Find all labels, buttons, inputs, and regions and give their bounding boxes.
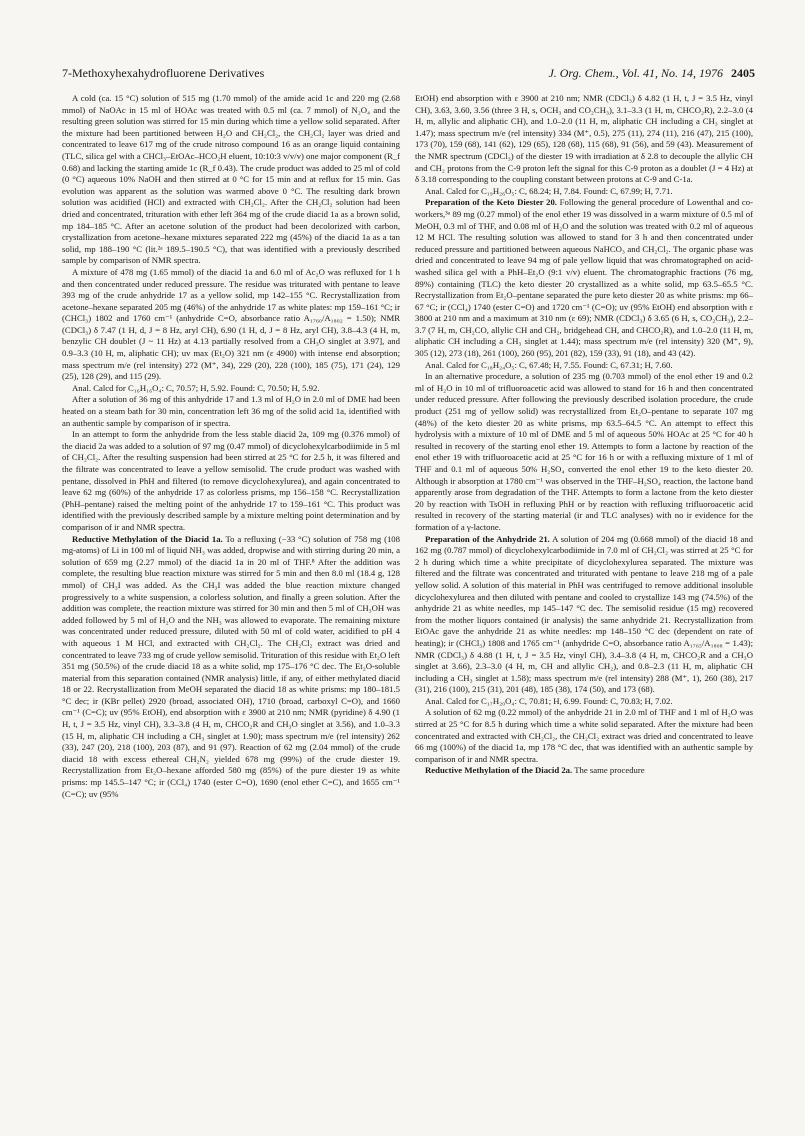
paragraph bbox=[62, 383, 400, 395]
paragraph bbox=[62, 394, 400, 429]
paragraph-text: EtOH) end absorption with ε 3900 at 210 nm; NMR (CDCl₃) δ 4.82 (1 H, t, J = 3.5 Hz, vinyl CH), 3.63, 3.60, 3.56 (three 3 H, s, OCH₃ and CO₂CH₃), 3.1–3.3 (1 H, m, CHCO₂R), 2.2–3.0 (4 H, m, allylic and aliphatic CH), and 1.0–2.0 (11 H, m, aliphatic CH including a CH₃ singlet at 1.47); mass spectrum m/e (rel intensity) 334 (M⁺, 0.5), 275 (11), 274 (11), 216 (47), 215 (100), 173 (70), 159 (68), 141 (62), 129 (65), 128 (68), 115 (68), 91 (56), and 59 (43). Measurement of the NMR spectrum (CDCl₃) of the diester 19 with irradiation at δ 2.8 to decouple the allylic CH and CH₂ protons from the C-9 proton left the signal for this C-9 proton as a doublet (J = 4 Hz) at δ 3.18 corresponding to the coupling constant between protons at C-9 and C-1a. bbox=[415, 93, 753, 185]
paragraph-text: Following the general procedure of Lowenthal and co-workers,³ᵃ 89 mg (0.27 mmol) of the enol ether 19 was dissolved in a warm mixture of 0.5 ml of MeOH, 0.3 ml of THF, and 0.08 ml of H₂O and the solution was treated with 0.2 ml of aqueous 12 M HCl. The resulting solution was allowed to stand for 3 h and then concentrated under reduced pressure and partitioned between aqueous NaHCO₃ and CH₂Cl₂. The organic phase was dried and concentrated to leave 94 mg of pale yellow liquid that was chromatographed on acid-washed silica gel with a PhH–Et₂O (9:1 v/v) eluent. The chromatographic fractions (76 mg, 89%) containing (TLC) the keto diester 20 crystallized as a white solid, mp 63.5–65.5 °C. Recrystallization from Et₂O–pentane separated the pure keto diester 20 as white prisms: mp 66–67 °C; ir (CCl₄) 1740 (ester C=O) and 1720 cm⁻¹ (C=O); uv (95% EtOH) end absorption with ε 3800 at 210 nm and a maximum at 310 nm (ε 69); NMR (CDCl₃) δ 3.65 (6 H, s, CO₂CH₃), 2.2–3.7 (7 H, m, CH₂CO, allylic CH and CH₂, bridgehead CH, and CHCO₂R), and 1.0–2.0 (11 H, m, aliphatic CH including a CH₃ singlet at 1.44); mass spectrum m/e (rel intensity) 320 (M⁺, 9), 305 (12), 273 (18), 261 (100), 260 (95), 201 (82), 159 (33), 91 (18), and 43 (42). bbox=[415, 197, 753, 359]
paragraph bbox=[62, 267, 400, 383]
paragraph bbox=[62, 534, 400, 801]
paragraph bbox=[415, 197, 753, 359]
paragraph-text: The same procedure bbox=[572, 765, 645, 776]
paragraph-text: A mixture of 478 mg (1.65 mmol) of the diacid 1a and 6.0 ml of Ac₂O was refluxed for 1 h and then concentrated under reduced pressure. The residue was triturated with pentane to leave 393 mg of the crude anhydride 17 as a yellow solid, mp 142–155 °C. Recrystallization from acetone–hexane separated 205 mg (46%) of the anhydride 17 as white plates: mp 159–161 °C; ir (CHCl₃) 1802 and 1760 cm⁻¹ (anhydride C=O, absorbance ratio A₁₇₆₀/A₁₈₀₂ = 1.50); NMR (CDCl₃) δ 7.47 (1 H, d, J = 8 Hz, aryl CH), 6.90 (1 H, d, J = 8 Hz, aryl CH), 3.8–4.3 (4 H, m, benzylic CH doublet (J ~ 11 Hz) at 4.13 partially resolved from a CH₃O singlet at 3.97], and 0.9–3.3 (10 H, m, aliphatic CH); uv max (Et₂O) 321 nm (ε 4900) with intense end absorption; mass spectrum m/e (rel intensity) 272 (M⁺, 34), 229 (20), 228 (100), 185 (75), 171 (24), 129 (25), 128 (29), and 115 (29). bbox=[62, 266, 400, 382]
paragraph-text: Anal. Calcd for C₁₉H₂₆O₅: C, 68.24; H, 7.84. Found: C, 67.99; H, 7.71. bbox=[425, 185, 673, 196]
section-heading: Preparation of the Anhydride 21. bbox=[425, 533, 550, 544]
left-text-column bbox=[62, 93, 400, 800]
header-title: 7-Methoxyhexahydrofluorene Derivatives bbox=[62, 66, 265, 80]
paragraph bbox=[415, 696, 753, 708]
paragraph bbox=[415, 186, 753, 198]
header-journal-info bbox=[548, 66, 755, 80]
section-heading: Reductive Methylation of the Diacid 1a. bbox=[72, 533, 223, 544]
paragraph-text: A solution of 204 mg (0.668 mmol) of the diacid 18 and 162 mg (0.787 mmol) of dicyclohexylcarbodiimide in 7.0 ml of CH₂Cl₂ was stirred at 25 °C for 2 h during which time a white precipitate of dicyclohexylurea separated. The mixture was filtered and the filtrate was concentrated and triturated with pentane to leave 218 mg of a pale yellow solid. A solution of this material in PhH was centrifuged to remove additional insoluble dicyclohexylurea and then diluted with pentane and cooled to crystallize 143 mg (74.5%) of the anhydride 21 as white needles, mp 145–147 °C dec. The semisolid residue (15 mg) recovered from the mother liquors contained (ir analysis) the same anhydride 21. Recrystallization from EtOAc gave the anhydride 21 as white needles: mp 148–150 °C dec (dependent on rate of heating); ir (CHCl₃) 1808 and 1765 cm⁻¹ (anhydride C=O, absorbance ratio A₁₇₆₅/A₁₈₀₈ = 1.43); NMR (CDCl₃) δ 4.88 (1 H, t, J = 3.5 Hz, vinyl CH), 3.4–3.8 (4 H, m, CHCO₂R and a CH₃O singlet at 3.66), 2.3–3.0 (4 H, m, CH and allylic CH₂), and 0.8–2.3 (11 H, m, aliphatic CH including a CH₃ singlet at 1.58); mass spectrum m/e (rel intensity) 288 (M⁺, 1), 260 (38), 217 (31), 216 (100), 215 (31), 201 (48), 185 (38), 174 (50), and 173 (68). bbox=[415, 533, 754, 695]
section-heading: Preparation of the Keto Diester 20. bbox=[425, 197, 557, 208]
paragraph-text: Anal. Calcd for C₁₈H₂₄O₅: C, 67.48; H, 7.55. Found: C, 67.31; H, 7.60. bbox=[425, 359, 673, 370]
page-number: 2405 bbox=[731, 66, 755, 80]
paragraph bbox=[415, 707, 753, 765]
paragraph bbox=[415, 93, 753, 186]
right-text-column bbox=[415, 93, 753, 777]
paragraph bbox=[62, 93, 400, 267]
journal-citation: J. Org. Chem., Vol. 41, No. 14, 1976 bbox=[548, 66, 723, 80]
paragraph-text: In an alternative procedure, a solution of 235 mg (0.703 mmol) of the enol ether 19 and 0.2 ml of H₂O in 10 ml of trifluoroacetic acid was allowed to stand for 16 h and then concentrated under reduced pressure. After following the previously described isolation procedure, the crude product (251 mg of yellow solid) was recrystallized from Et₂O–pentane to separate 107 mg (48%) of the keto diester 20 as white prisms, mp 63.5–64.5 °C. An attempt to effect this hydrolysis with a mixture of 10 ml of DME and 5 ml of aqueous 50% HOAc at 25 °C for 40 h resulted in recovery of the starting enol ether 19. Attempts to form a lactone by reaction of the enol ether 19 with trifluoroacetic acid at 25 °C for 16 h or with a refluxing mixture of 1 ml of THF and 0.1 ml of aqueous 50% H₂SO₄ converted the enol ether 19 to the keto diester 20. Although ir absorption at 1780 cm⁻¹ was observed in the THF–H₂SO₄ reaction, the lactone band apparently arose from degradation of the THF. Attempts to form a lactone from the keto diester 20 by reaction with TsOH in refluxing PhH or by reaction with refluxing trifluoroacetic acid resulted in recovery of the starting material (ir and TLC analyses) with no ir evidence for the formation of a γ-lactone. bbox=[415, 371, 753, 532]
paragraph bbox=[62, 429, 400, 533]
paragraph-text: After a solution of 36 mg of this anhydride 17 and 1.3 ml of H₂O in 2.0 ml of DME had been heated on a steam bath for 30 min, concentration left 36 mg of the solid acid 1a, identified with an authentic sample by comparison of ir spectra. bbox=[62, 394, 400, 428]
paragraph-text: Anal. Calcd for C₁₇H₂₀O₄: C, 70.81; H, 6.99. Found: C, 70.83; H, 7.02. bbox=[425, 695, 673, 706]
paragraph-text: A solution of 62 mg (0.22 mmol) of the anhydride 21 in 2.0 ml of THF and 1 ml of H₂O was stirred at 25 °C for 8.5 h during which time a white solid separated. After the mixture had been concentrated and extracted with CH₂Cl₂, the CH₂Cl₂ extract was dried and concentrated to leave 66 mg (100%) of the diacid 1a, mp 178 °C dec, that was identified with an authentic sample by comparison of ir and NMR spectra. bbox=[415, 707, 753, 764]
paragraph-text: In an attempt to form the anhydride from the less stable diacid 2a, 109 mg (0.376 mmol) of the diacid 2a was added to a solution of 97 mg (0.47 mmol) of dicyclohexylcarbodiimide in 5 ml of CH₂Cl₂. After the resulting suspension had been stirred at 25 °C for 2.5 h, it was filtered and the filtrate was concentrated to leave a yellow semisolid. The crude product was washed with pentane, dissolved in PhH and filtered (to remove dicyclohexylurea), and again concentrated to leave 62 mg (60%) of the anhydride 17 as colorless prisms, mp 156–158 °C. Recrystallization (PhH–pentane) raised the melting point of the anhydride 17 to 159–161 °C. This product was identified with the previously described sample by a mixture melting point determination and by comparison of ir and NMR spectra. bbox=[62, 429, 400, 532]
paragraph bbox=[415, 360, 753, 372]
paragraph-text: Anal. Calcd for C₁₆H₁₆O₄: C, 70.57; H, 5.92. Found: C, 70.50; H, 5.92. bbox=[72, 382, 320, 393]
paragraph-text: A cold (ca. 15 °C) solution of 515 mg (1.70 mmol) of the amide acid 1c and 220 mg (2.68 mmol) of NaOAc in 15 ml of HOAc was treated with 0.5 ml (ca. 7 mmol) of N₂O₄ and the resulting green solution was stirred for 15 min during which time a yellow solid separated. After the mixture had been partitioned between H₂O and CH₂Cl₂, the CH₂Cl₂ layer was dried and concentrated to leave 617 mg of the crude nitroso compound 16 as an orange liquid containing (TLC, silica gel with a CHCl₃–EtOAc–HCO₂H eluent, 10:10:3 v/v/v) one major component (R_f 0.68) and lacking the starting amide 1c (R_f 0.43). The crude product was added to 25 ml of cold (0 °C) aqueous 10% NaOH and then stirred at 0 °C for 15 min and at reflux for 15 min. Gas evolution was apparent as the solution was warmed above 0 °C. The resulting dark brown solution was acidified (HCl) and extracted with CH₂Cl₂. After the CH₂Cl₂ solution had been dried and concentrated, trituration with ether left 364 mg of the crude diacid 1a as a brown solid, mp 184–185 °C. After an acetone solution of the product had been decolorized with carbon, crystallization from acetone–hexane mixtures separated 222 mg (45%) of the diacid 1a as a tan solid, mp 188–190 °C (lit.²ᵃ 189.5–190.5 °C), that was identified with a previously described sample by comparison of NMR spectra. bbox=[62, 93, 400, 266]
paragraph bbox=[415, 765, 753, 777]
paragraph bbox=[415, 371, 753, 533]
section-heading: Reductive Methylation of the Diacid 2a. bbox=[425, 765, 573, 776]
paragraph bbox=[415, 534, 753, 696]
paragraph-text: To a refluxing (−33 °C) solution of 758 mg (108 mg-atoms) of Li in 100 ml of liquid NH₃ was added, dropwise and with stirring during 20 min, a solution of 659 mg (2.27 mmol) of the diacid 1a in 20 ml of THF.⁸ After the addition was complete, the resulting blue reaction mixture was stirred for 5 min and then 8.0 ml (18.4 g, 128 mmol) of CH₃I was added. As the CH₃I was added the blue reaction mixture changed progressively to a white suspension, a colorless solution, and finally a green solution. After the addition was complete, the reaction mixture was stirred for 30 min and then 5 ml of CH₃OH was added followed by 5 ml of H₂O and the NH₃ was allowed to evaporate. The remaining mixture was concentrated under reduced pressure, diluted with 50 ml of cold water, acidified to pH 4 with aqueous 1 M HCl, and extracted with CH₂Cl₂. The CH₂Cl₂ extract was dried and concentrated to leave 733 mg of crude yellow semisolid. Trituration of this residue with Et₂O left 351 mg (50.5%) of the crude diacid 18 as a white solid, mp 175–176 °C dec. The Et₂O-soluble material from this separation contained (NMR analysis) little, if any, of either methylated diacid 18 or 22. Recrystallization from MeOH separated the diacid 18 as white prisms: mp 180–181.5 °C dec; ir (KBr pellet) 2920 (broad, associated OH), 1710 (broad, carboxyl C=O), and 1660 cm⁻¹ (C=C); uv (95% EtOH), end absorption with ε 3900 at 210 nm; NMR (pyridine) δ 4.90 (1 H, t, J = 3.5 Hz, vinyl CH), 3.3–3.8 (4 H, m, CHCO₂R and CH₃O singlet at 3.56), and 1.0–3.3 (15 H, m, aliphatic CH including a CH₃ singlet at 1.90); mass spectrum m/e (rel intensity) 262 (33), 247 (20), 218 (100), 203 (87), and 91 (97). Reaction of 62 mg (2.04 mmol) of the crude diacid 18 with excess ethereal CH₂N₂ yielded 678 mg (99%) of the crude diester 19. Recrystallization from Et₂O–hexane afforded 580 mg (85%) of the pure diester 19 as white prisms: mp 145.5–147 °C; ir (CCl₄) 1740 (ester C=O), 1690 (enol ether C=C), and 1655 cm⁻¹ (C=C); uv (95% bbox=[62, 533, 400, 799]
